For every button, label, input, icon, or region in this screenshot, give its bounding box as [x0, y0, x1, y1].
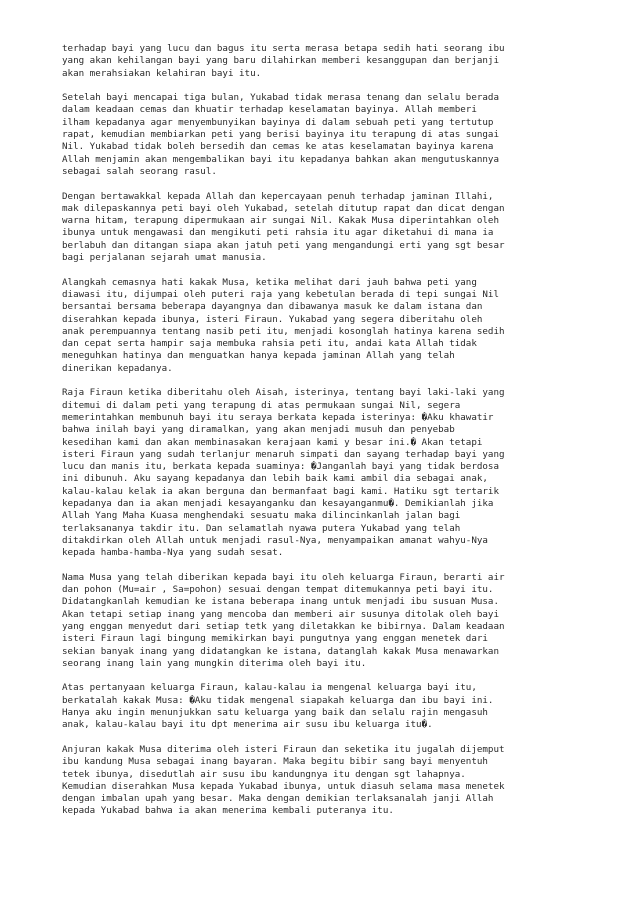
- paragraph: [62, 572, 582, 670]
- text-line: Nil. Yukabad tidak boleh bersedih dan cemas ke atas keselamatan bayinya karena: [62, 141, 494, 153]
- text-line: kepada Yukabad bahwa ia akan menerima kembali puteranya itu.: [62, 805, 394, 817]
- text-line: ibunya untuk mengawasi dan mengikuti peti rahsia itu agar diketahui di mana ia: [62, 227, 494, 239]
- paragraph: [62, 277, 582, 375]
- text-line: Nama Musa yang telah diberikan kepada bayi itu oleh keluarga Firaun, berarti air: [62, 571, 505, 583]
- text-line: seorang inang lain yang mungkin diterima oleh bayi itu.: [62, 657, 367, 669]
- text-line: memerintahkan membunuh bayi itu seraya berkata kepada isterinya: �Aku khawatir: [62, 411, 494, 423]
- text-line: yang enggan menyedut dari setiap tetk yang diletakkan ke bibirnya. Dalam keadaan: [62, 620, 505, 632]
- text-line: Setelah bayi mencapai tiga bulan, Yukabad tidak merasa tenang dan selalu berada: [62, 92, 499, 104]
- text-line: berlabuh dan ditangan siapa akan jatuh peti yang mengandungi erti yang sgt besar: [62, 239, 505, 251]
- text-line: sebagai salah seorang rasul.: [62, 165, 217, 177]
- text-line: sekian banyak inang yang didatangkan ke istana, datanglah kakak Musa menawarkan: [62, 645, 499, 657]
- text-line: dan cepat serta hampir saja membuka rahsia peti itu, andai kata Allah tidak: [62, 338, 477, 350]
- text-line: ditakdirkan oleh Allah untuk menjadi rasul-Nya, menyampaikan amanat wahyu-Nya: [62, 534, 488, 546]
- text-line: terlaksananya takdir itu. Dan selamatlah nyawa putera Yukabad yang telah: [62, 522, 461, 534]
- text-line: bahwa inilah bayi yang diramalkan, yang akan menjadi musuh dan penyebab: [62, 424, 455, 436]
- text-line: kalau-kalau kelak ia akan berguna dan bermanfaat bagi kami. Hatiku sgt tertarik: [62, 485, 499, 497]
- text-line: meneguhkan hatinya dan menguatkan hanya kepada jaminan Allah yang telah: [62, 350, 455, 362]
- paragraph: [62, 744, 582, 818]
- text-line: ilham kepadanya agar menyembunyikan bayinya di dalam sebuah peti yang tertutup: [62, 116, 494, 128]
- text-line: terhadap bayi yang lucu dan bagus itu serta merasa betapa sedih hati seorang ibu: [62, 43, 505, 54]
- text-line: dengan imbalan upah yang besar. Maka dengan demikian terlaksanalah janji Allah: [62, 793, 494, 805]
- text-line: kepadanya dan ia akan menjadi kesayanganku dan kesayanganmu�. Demikianlah jika: [62, 497, 494, 509]
- text-line: rapat, kemudian membiarkan peti yang berisi bayinya itu terapung di atas sungai: [62, 129, 499, 141]
- text-line: Didatangkanlah kemudian ke istana beberapa inang untuk menjadi ibu susuan Musa.: [62, 596, 499, 608]
- text-line: Allah Yang Maha Kuasa menghendaki sesuatu maka dilincinkanlah jalan bagi: [62, 510, 461, 522]
- text-line: mak dilepaskannya peti bayi oleh Yukabad, setelah ditutup rapat dan dicat dengan: [62, 202, 505, 214]
- text-line: dan pohon (Mu=air , Sa=pohon) sesuai dengan tempat ditemukannya peti bayi itu.: [62, 584, 494, 596]
- paragraph: [62, 43, 582, 80]
- paragraph: [62, 387, 582, 559]
- text-line: kepada hamba-hamba-Nya yang sudah sesat.: [62, 547, 284, 559]
- text-line: anak, kalau-kalau bayi itu dpt menerima air susu ibu keluarga itu�.: [62, 719, 433, 731]
- text-line: dalam keadaan cemas dan khuatir terhadap keselamatan bayinya. Allah memberi: [62, 104, 477, 116]
- text-line: tetek ibunya, disedutlah air susu ibu kandungnya itu dengan sgt lahapnya.: [62, 768, 466, 780]
- document-page: [62, 43, 582, 830]
- text-line: ditemui di dalam peti yang terapung di atas permukaan sungai Nil, segera: [62, 399, 461, 411]
- text-line: Kemudian diserahkan Musa kepada Yukabad ibunya, untuk diasuh selama masa menetek: [62, 780, 505, 792]
- text-line: Atas pertanyaan keluarga Firaun, kalau-kalau ia mengenal keluarga bayi itu,: [62, 682, 477, 694]
- paragraph: [62, 92, 582, 178]
- text-line: akan merahsiakan kelahiran bayi itu.: [62, 67, 262, 79]
- text-line: Hanya aku ingin menunjukkan satu keluarga yang baik dan selalu rajin mengasuh: [62, 707, 488, 719]
- text-line: bersantai bersama beberapa dayangnya dan dibawanya masuk ke dalam istana dan: [62, 301, 483, 313]
- text-line: Raja Firaun ketika diberitahu oleh Aisah, isterinya, tentang bayi laki-laki yang: [62, 387, 505, 399]
- text-line: diserahkan kepada ibunya, isteri Firaun. Yukabad yang segera diberitahu oleh: [62, 313, 483, 325]
- text-line: Alangkah cemasnya hati kakak Musa, ketika melihat dari jauh bahwa peti yang: [62, 276, 477, 288]
- text-line: dinerikan kepadanya.: [62, 362, 173, 374]
- text-line: Akan tetapi setiap inang yang mencoba dan memberi air susunya ditolak oleh bayi: [62, 608, 499, 620]
- text-line: yang akan kehilangan bayi yang baru dilahirkan memberi kesanggupan dan berjanji: [62, 55, 499, 67]
- text-line: berkatalah kakak Musa: �Aku tidak mengenal siapakah keluarga dan ibu bayi ini.: [62, 694, 494, 706]
- paragraph: [62, 682, 582, 731]
- text-line: diawasi itu, dijumpai oleh puteri raja yang kebetulan berada di tepi sungai Nil: [62, 288, 499, 300]
- text-line: isteri Firaun yang sudah terlanjur menaruh simpati dan sayang terhadap bayi yang: [62, 448, 505, 460]
- text-line: lucu dan manis itu, berkata kepada suaminya: �Janganlah bayi yang tidak berdosa: [62, 461, 499, 473]
- text-line: Anjuran kakak Musa diterima oleh isteri Firaun dan seketika itu jugalah dijemput: [62, 743, 505, 755]
- text-line: ibu kandung Musa sebagai inang bayaran. Maka begitu bibir sang bayi menyentuh: [62, 756, 488, 768]
- text-line: anak perempuannya tentang nasib peti itu, menjadi kosonglah hatinya karena sedih: [62, 325, 505, 337]
- text-line: bagi perjalanan sejarah umat manusia.: [62, 252, 267, 264]
- text-line: Dengan bertawakkal kepada Allah dan kepercayaan penuh terhadap jaminan Illahi,: [62, 190, 494, 202]
- text-line: kesedihan kami dan akan membinasakan kerajaan kami y besar ini.� Akan tetapi: [62, 436, 483, 448]
- text-line: isteri Firaun lagi bingung memikirkan bayi pungutnya yang enggan menetek dari: [62, 633, 488, 645]
- text-line: warna hitam, terapung dipermukaan air sungai Nil. Kakak Musa diperintahkan oleh: [62, 215, 499, 227]
- paragraph: [62, 191, 582, 265]
- text-line: ini dibunuh. Aku sayang kepadanya dan lebih baik kami ambil dia sebagai anak,: [62, 473, 488, 485]
- text-line: Allah menjamin akan mengembalikan bayi itu kepadanya bahkan akan mengutuskannya: [62, 153, 499, 165]
